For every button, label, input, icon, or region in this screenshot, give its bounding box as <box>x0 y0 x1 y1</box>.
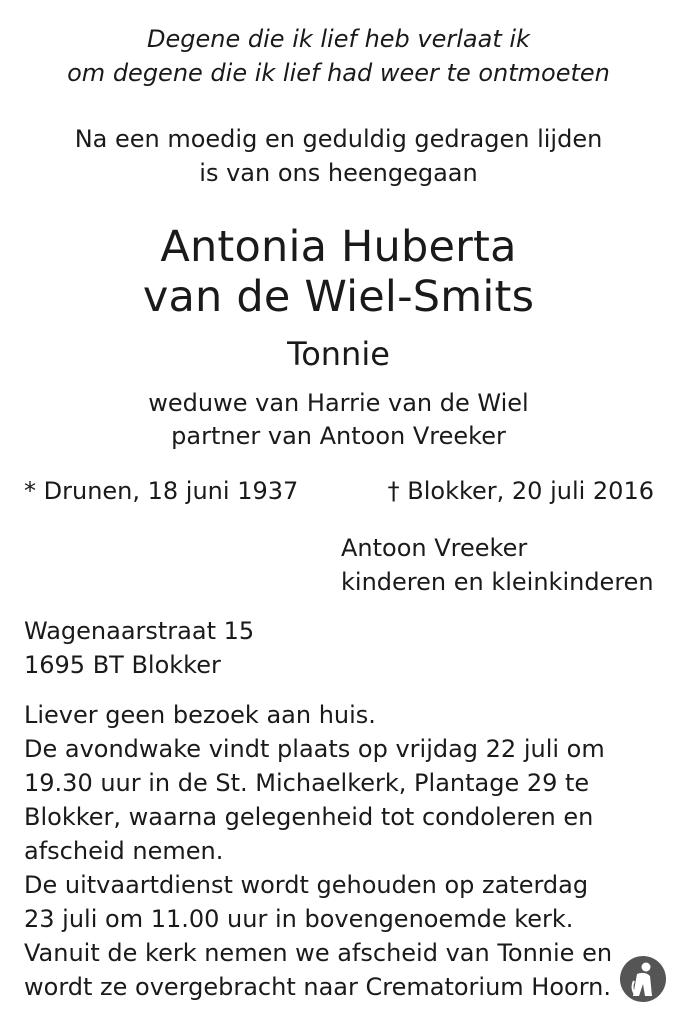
intro-line: is van ons heengegaan <box>199 159 478 187</box>
message-line: 19.30 uur in de St. Michaelkerk, Plantage 29 te <box>24 769 590 797</box>
opening-verse <box>0 22 677 90</box>
address-postal: 1695 BT Blokker <box>24 651 221 679</box>
message-line: De avondwake vindt plaats op vrijdag 22 juli om <box>24 735 605 763</box>
death-date: † Blokker, 20 juli 2016 <box>387 477 654 505</box>
address <box>24 614 254 682</box>
verse-line: om degene die ik lief had weer te ontmoeten <box>67 59 610 87</box>
verse-line: Degene die ik lief heb verlaat ik <box>147 25 530 53</box>
address-street: Wagenaarstraat 15 <box>24 617 255 645</box>
message-line: Liever geen bezoek aan huis. <box>24 701 376 729</box>
message-line: wordt ze overgebracht naar Crematorium Hoorn. <box>24 973 611 1001</box>
nickname: Tonnie <box>287 335 390 373</box>
relations <box>0 387 677 453</box>
signer-line: kinderen en kleinkinderen <box>341 568 654 596</box>
message-line: De uitvaartdienst wordt gehouden op zaterdag <box>24 871 589 899</box>
mourning-figure-icon <box>619 954 667 1004</box>
intro-line: Na een moedig en geduldig gedragen lijden <box>74 125 603 153</box>
funeral-message <box>24 698 664 1004</box>
relation-line: weduwe van Harrie van de Wiel <box>148 389 529 417</box>
birth-date: * Drunen, 18 juni 1937 <box>24 477 299 505</box>
deceased-name <box>0 222 677 322</box>
message-line: 23 juli om 11.00 uur in bovengenoemde kerk. <box>24 905 574 933</box>
signer-line: Antoon Vreeker <box>341 534 528 562</box>
message-line: afscheid nemen. <box>24 837 224 865</box>
relation-line: partner van Antoon Vreeker <box>171 422 506 450</box>
name-line: Antonia Huberta <box>160 222 517 272</box>
message-line: Blokker, waarna gelegenheid tot condoleren en <box>24 803 594 831</box>
message-line: Vanuit de kerk nemen we afscheid van Tonnie en <box>24 939 613 967</box>
intro-text <box>0 122 677 190</box>
name-line: van de Wiel-Smits <box>142 272 535 322</box>
signers <box>341 531 654 599</box>
